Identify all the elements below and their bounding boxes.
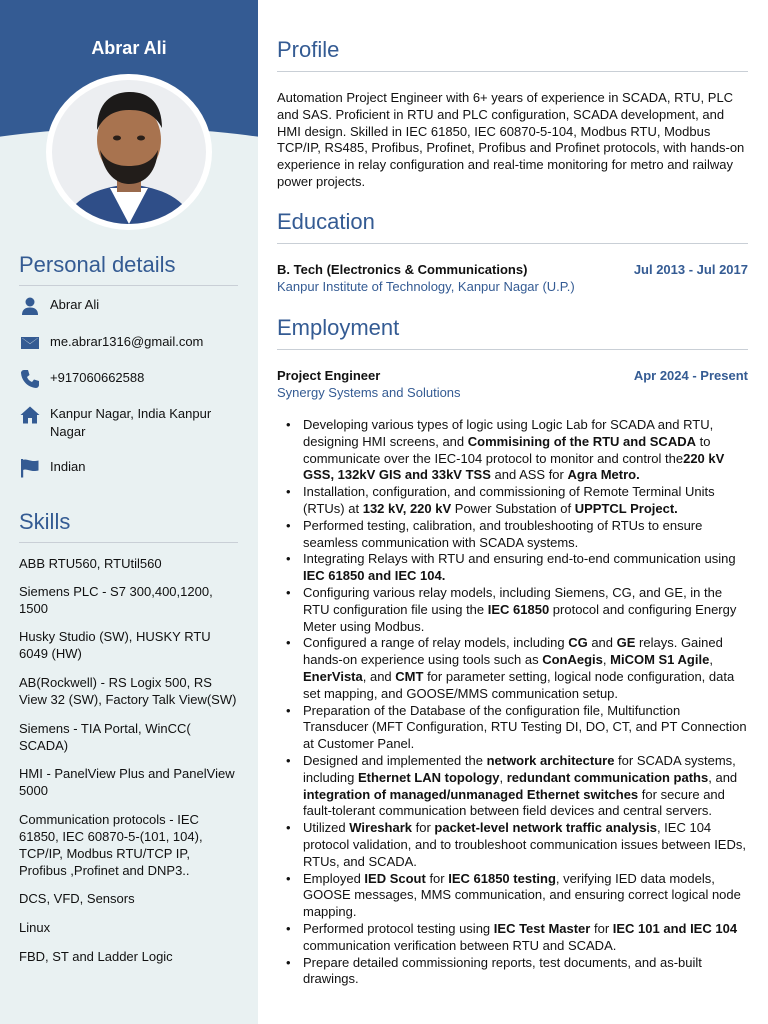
text-run: relays. Gained hands-on experience using tools such as: [303, 635, 723, 668]
job-dates: Apr 2024 - Present: [633, 368, 748, 383]
bold-text: packet-level network traffic analysis: [434, 820, 657, 836]
flag-icon: [19, 458, 41, 478]
text-run: Designed and implemented the: [303, 752, 487, 768]
text-run: , and: [362, 668, 396, 684]
text-run: for: [425, 870, 449, 886]
text-run: Performed testing, calibration, and troubleshooting of RTUs to ensure seamless communication with SCADA systems.: [303, 517, 703, 550]
text-run: ,: [499, 769, 507, 785]
personal-details-heading: Personal details: [19, 252, 176, 277]
skill-item: FBD, ST and Ladder Logic: [19, 949, 173, 964]
personal-detail-text: Indian: [50, 459, 86, 474]
skill-item: Communication protocols - IEC 61850, IEC 60870-5-(101, 104), TCP/IP, Modbus RTU/TCP IP, Profibus ,Profinet and DNP3..: [19, 812, 203, 878]
text-run: Preparation of the Database of the configuration file, Multifunction Transducer (MFT Configuration, RTU Testing DI, DO, CT, and PT Connection at Customer Panel.: [303, 702, 747, 752]
skill-item: DCS, VFD, Sensors: [19, 891, 135, 906]
text-run: Prepare detailed commissioning reports, test documents, and as-built drawings.: [303, 954, 702, 987]
responsibility-item: [303, 820, 748, 870]
personal-detail-phone: [19, 369, 239, 389]
responsibility-item: [303, 703, 748, 753]
divider: [277, 71, 748, 72]
responsibility-item: [303, 484, 748, 518]
responsibility-item: [303, 635, 748, 702]
bold-text: CG: [568, 635, 588, 651]
responsibility-item: [303, 871, 748, 921]
bold-text: Ethernet LAN topology: [357, 769, 500, 785]
bold-text: IEC 101 and IEC 104: [612, 920, 738, 936]
bold-text: 132 kV, 220 kV: [362, 500, 452, 516]
bold-text: IEC 61850 and IEC 104.: [303, 568, 446, 584]
bold-text: Commisining of the RTU and SCADA: [467, 433, 696, 449]
bold-text: IEC Test Master: [493, 920, 591, 936]
skill-item: Siemens PLC - S7 300,400,1200, 1500: [19, 584, 213, 616]
text-run: ,: [709, 652, 713, 668]
education-dates: Jul 2013 - Jul 2017: [633, 262, 748, 277]
avatar-photo: [52, 80, 206, 224]
skill-item: ABB RTU560, RTUtil560: [19, 556, 162, 571]
responsibility-item: [303, 518, 748, 552]
responsibility-item: [303, 417, 748, 484]
responsibility-item: [303, 585, 748, 635]
text-run: , verifying IED data models, GOOSE messages, MMS communication, and ensuring correct logical node mapping.: [303, 870, 741, 920]
skill-item: AB(Rockwell) - RS Logix 500, RS View 32 (SW), Factory Talk View(SW): [19, 675, 237, 707]
bold-text: UPPTCL Project.: [574, 500, 678, 516]
skills-heading: Skills: [19, 509, 71, 534]
text-run: for secure and fault-tolerant communication between field devices and central servers.: [303, 786, 725, 819]
text-run: and: [587, 635, 617, 651]
skill-item: HMI - PanelView Plus and PanelView 5000: [19, 766, 235, 798]
mail-icon: [19, 333, 41, 353]
profile-heading: Profile: [277, 37, 340, 62]
home-icon: [19, 405, 41, 425]
personal-detail-address: [19, 405, 239, 441]
skill-item: Linux: [19, 920, 51, 935]
bold-text: GE: [616, 635, 636, 651]
divider: [277, 349, 748, 350]
responsibility-item: [303, 551, 748, 585]
skill-item: Husky Studio (SW), HUSKY RTU 6049 (HW): [19, 629, 211, 661]
bold-text: IEC 61850: [487, 601, 550, 617]
sidebar: [0, 0, 258, 1024]
personal-detail-text: me.abrar1316@gmail.com: [50, 334, 204, 349]
bold-text: Wireshark: [349, 820, 412, 836]
text-run: Installation, configuration, and commissioning of Remote Terminal Units (RTUs) at: [303, 484, 715, 516]
divider: [277, 243, 748, 244]
profile-summary: Automation Project Engineer with 6+ years of experience in SCADA, RTU, PLC and SAS. Proficient in RTU and PLC configuration, SCADA development, and HMI design. Skilled in IEC 61850, IEC 60870-5-104, Modbus RTU, Modbus TCP/IP, RS485, Profibus, Profinet, Profibus and Profinet protocols, with hands-on experience in relay configuration and real-time monitoring for metro and railway power projects.: [277, 90, 745, 189]
text-run: Power Substation of: [451, 500, 575, 516]
personal-detail-email: [19, 333, 239, 353]
text-run: ,: [602, 652, 611, 668]
bold-text: EnerVista: [303, 668, 363, 684]
personal-detail-name: [19, 296, 239, 316]
job-title: Project Engineer: [277, 368, 381, 383]
text-run: for: [590, 920, 613, 936]
text-run: communication verification between RTU and SCADA.: [303, 937, 617, 953]
text-run: to communicate over the IEC-104 protocol to monitor and control the: [303, 433, 711, 466]
job-company: Synergy Systems and Solutions: [277, 385, 461, 400]
text-run: for parameter setting, logical node configuration, data set mapping, and GOOSE/MMS communication setup.: [303, 668, 735, 701]
personal-detail-text: Abrar Ali: [50, 297, 100, 312]
employment-heading: Employment: [277, 315, 400, 340]
job-responsibilities-list: [303, 417, 748, 988]
bold-text: IED Scout: [364, 870, 426, 886]
text-run: Integrating Relays with RTU and ensuring end-to-end communication using: [303, 551, 736, 567]
responsibility-item: [303, 921, 748, 955]
divider: [19, 285, 238, 286]
text-run: and ASS for: [490, 467, 568, 483]
divider: [19, 542, 238, 543]
skill-item: Siemens - TIA Portal, WinCC( SCADA): [19, 721, 191, 753]
text-run: , IEC 104 protocol validation, and to troubleshoot communication issues between IEDs, RTUs, and SCADA.: [303, 820, 746, 869]
personal-detail-nationality: [19, 458, 239, 478]
text-run: for SCADA systems, including: [303, 752, 736, 785]
personal-detail-text: Kanpur Nagar, India Kanpur Nagar: [50, 406, 212, 439]
text-run: , and: [708, 769, 738, 785]
bold-text: CMT: [395, 668, 424, 684]
person-icon: [19, 296, 41, 316]
text-run: protocol and configuring Energy Meter using Modbus.: [303, 601, 737, 634]
candidate-name: Abrar Ali: [91, 38, 167, 58]
bold-text: integration of managed/unmanaged Ethernet switches: [303, 786, 639, 802]
education-degree: B. Tech (Electronics & Communications): [277, 262, 528, 277]
text-run: Configured a range of relay models, including: [303, 635, 569, 651]
education-heading: Education: [277, 209, 375, 234]
text-run: for: [412, 820, 435, 836]
text-run: Utilized: [303, 820, 350, 836]
bold-text: ConAegis: [542, 652, 603, 668]
bold-text: network architecture: [486, 752, 615, 768]
personal-detail-text: +917060662588: [50, 370, 145, 385]
phone-icon: [19, 369, 41, 389]
text-run: Developing various types of logic using Logic Lab for SCADA and RTU, designing HMI screens, and: [303, 417, 714, 449]
bold-text: MiCOM S1 Agile: [610, 652, 710, 668]
bold-text: redundant communication paths: [506, 769, 709, 785]
text-run: Configuring various relay models, including Siemens, CG, and GE, in the RTU configuration file using the: [303, 584, 723, 617]
bold-text: 220 kV GSS, 132kV GIS and 33kV TSS: [303, 450, 725, 483]
bold-text: IEC 61850 testing: [448, 870, 556, 886]
education-institution: Kanpur Institute of Technology, Kanpur Nagar (U.P.): [277, 279, 575, 294]
text-run: Employed: [303, 870, 365, 886]
text-run: Performed protocol testing using: [303, 920, 494, 936]
avatar: [46, 74, 212, 230]
bold-text: Agra Metro.: [567, 467, 640, 483]
responsibility-item: [303, 955, 748, 989]
responsibility-item: [303, 753, 748, 820]
